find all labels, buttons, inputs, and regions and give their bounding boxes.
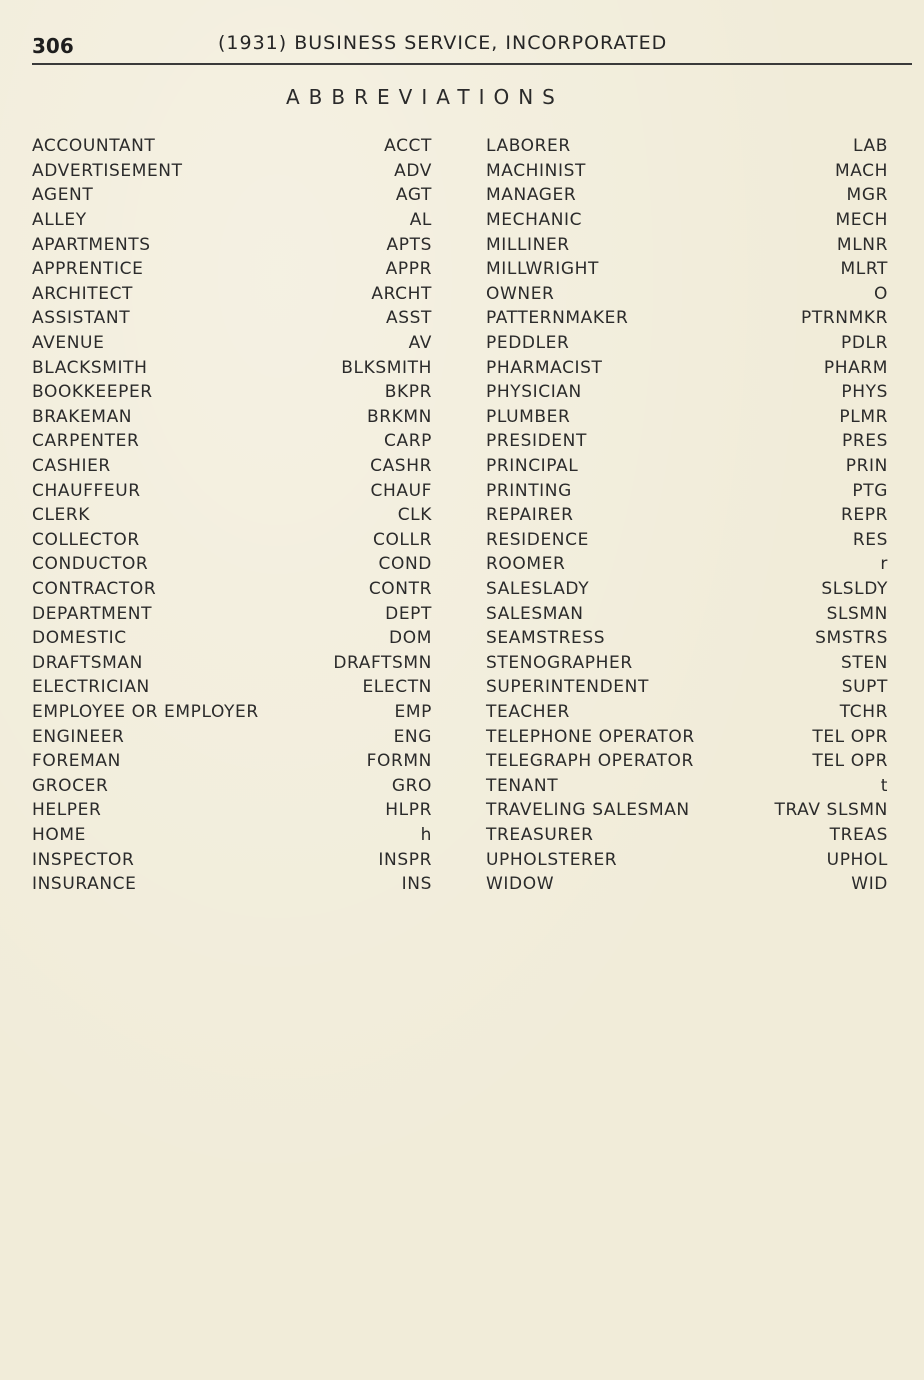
- page-number: 306: [32, 34, 74, 58]
- abbreviation-code: DEPT: [385, 603, 432, 624]
- abbreviation-row: [486, 454, 888, 479]
- abbreviation-code: PLMR: [839, 406, 888, 427]
- abbreviation-row: [32, 454, 432, 479]
- abbreviation-term: PEDDLER: [486, 333, 570, 354]
- abbreviation-code: EMP: [394, 701, 432, 722]
- abbreviation-row: [32, 183, 432, 208]
- abbreviation-row: [32, 528, 432, 553]
- abbreviation-code: SLSLDY: [821, 578, 888, 599]
- abbreviation-row: [486, 700, 888, 725]
- abbreviation-term: SEAMSTRESS: [486, 628, 606, 649]
- abbreviation-row: [486, 355, 888, 380]
- abbreviation-code: REPR: [840, 505, 888, 526]
- abbreviation-row: [32, 331, 432, 356]
- abbreviation-row: [32, 847, 432, 872]
- abbreviation-code: PHYS: [841, 382, 888, 403]
- abbreviation-code: TREAS: [829, 824, 888, 845]
- running-head: (1931) BUSINESS SERVICE, INCORPORATED: [218, 32, 668, 54]
- abbreviation-term: CONTRACTOR: [32, 578, 157, 599]
- abbreviation-code: h: [420, 824, 432, 845]
- abbreviation-term: TEACHER: [486, 701, 570, 722]
- abbreviation-row: [32, 208, 432, 233]
- abbreviation-row: [32, 405, 432, 430]
- page-header: [32, 30, 912, 60]
- abbreviation-term: PRINCIPAL: [486, 456, 579, 477]
- abbreviation-row: [486, 650, 888, 675]
- abbreviation-code: APTS: [386, 234, 432, 255]
- abbreviation-code: ELECTN: [362, 677, 432, 698]
- abbreviation-term: GROCER: [32, 775, 109, 796]
- abbreviation-term: MILLWRIGHT: [486, 259, 600, 280]
- abbreviation-row: [486, 847, 888, 872]
- abbreviation-row: [486, 798, 888, 823]
- abbreviation-row: [32, 675, 432, 700]
- abbreviation-term: CONDUCTOR: [32, 554, 149, 575]
- abbreviation-code: PDLR: [840, 333, 888, 354]
- abbreviation-term: ASSISTANT: [32, 308, 131, 329]
- abbreviation-code: COND: [378, 554, 432, 575]
- abbreviation-row: [486, 773, 888, 798]
- abbreviation-term: APPRENTICE: [32, 259, 144, 280]
- abbreviation-term: ALLEY: [32, 210, 87, 231]
- abbreviation-row: [486, 331, 888, 356]
- abbreviation-code: O: [874, 283, 888, 304]
- abbreviation-term: TENANT: [486, 775, 559, 796]
- abbreviation-code: TEL OPR: [812, 751, 888, 772]
- abbreviation-row: [32, 798, 432, 823]
- abbreviation-term: PHYSICIAN: [486, 382, 582, 403]
- abbreviation-term: ROOMER: [486, 554, 566, 575]
- abbreviation-term: BRAKEMAN: [32, 406, 133, 427]
- abbreviation-term: PATTERNMAKER: [486, 308, 629, 329]
- abbreviation-code: RES: [852, 529, 888, 550]
- abbreviation-code: PRES: [842, 431, 888, 452]
- abbreviation-code: SLSMN: [826, 603, 888, 624]
- abbreviation-term: MECHANIC: [486, 210, 583, 231]
- abbreviation-term: TELEGRAPH OPERATOR: [486, 751, 694, 772]
- abbreviation-code: DOM: [389, 628, 432, 649]
- abbreviation-term: ENGINEER: [32, 726, 125, 747]
- abbreviation-row: [486, 159, 888, 184]
- abbreviation-code: FORMN: [366, 751, 432, 772]
- abbreviation-row: [32, 773, 432, 798]
- abbreviation-code: DRAFTSMN: [333, 652, 432, 673]
- abbreviation-row: [486, 134, 888, 159]
- abbreviation-code: ARCHT: [371, 283, 432, 304]
- abbreviation-term: DOMESTIC: [32, 628, 127, 649]
- abbreviation-code: MGR: [846, 185, 888, 206]
- abbreviations-left-column: [32, 134, 432, 896]
- abbreviation-code: PRIN: [845, 456, 888, 477]
- abbreviation-term: BLACKSMITH: [32, 357, 148, 378]
- abbreviation-code: ADV: [394, 160, 432, 181]
- abbreviation-row: [486, 823, 888, 848]
- abbreviation-row: [32, 232, 432, 257]
- abbreviation-term: STENOGRAPHER: [486, 652, 633, 673]
- abbreviation-row: [32, 282, 432, 307]
- abbreviation-code: MLNR: [836, 234, 888, 255]
- abbreviation-row: [32, 503, 432, 528]
- abbreviation-term: CHAUFFEUR: [32, 480, 141, 501]
- abbreviation-term: SUPERINTENDENT: [486, 677, 649, 698]
- abbreviation-term: HELPER: [32, 800, 102, 821]
- abbreviation-code: SMSTRS: [815, 628, 888, 649]
- abbreviation-term: MACHINIST: [486, 160, 586, 181]
- abbreviation-code: CLK: [397, 505, 432, 526]
- abbreviation-code: PTG: [852, 480, 888, 501]
- abbreviation-term: INSURANCE: [32, 874, 137, 895]
- abbreviation-term: CARPENTER: [32, 431, 140, 452]
- abbreviation-term: PRINTING: [486, 480, 572, 501]
- section-title: ABBREVIATIONS: [286, 85, 564, 109]
- abbreviation-term: MILLINER: [486, 234, 570, 255]
- abbreviation-term: SALESMAN: [486, 603, 584, 624]
- abbreviation-code: ENG: [393, 726, 432, 747]
- abbreviation-row: [32, 823, 432, 848]
- abbreviation-term: AVENUE: [32, 333, 105, 354]
- abbreviation-code: CARP: [384, 431, 432, 452]
- abbreviation-term: CASHIER: [32, 456, 111, 477]
- abbreviation-code: AV: [408, 333, 432, 354]
- abbreviation-code: CONTR: [368, 578, 432, 599]
- abbreviation-row: [486, 675, 888, 700]
- abbreviation-row: [32, 601, 432, 626]
- abbreviation-code: BKPR: [384, 382, 432, 403]
- abbreviation-code: r: [880, 554, 888, 575]
- abbreviation-row: [486, 306, 888, 331]
- abbreviation-term: MANAGER: [486, 185, 577, 206]
- abbreviation-term: REPAIRER: [486, 505, 574, 526]
- abbreviation-code: PTRNMKR: [801, 308, 888, 329]
- abbreviation-term: COLLECTOR: [32, 529, 140, 550]
- abbreviation-code: ACCT: [384, 136, 432, 157]
- abbreviation-code: MLRT: [840, 259, 888, 280]
- abbreviation-term: ACCOUNTANT: [32, 136, 156, 157]
- abbreviation-term: DRAFTSMAN: [32, 652, 143, 673]
- abbreviation-term: LABORER: [486, 136, 571, 157]
- abbreviation-term: TELEPHONE OPERATOR: [486, 726, 695, 747]
- abbreviation-row: [32, 159, 432, 184]
- abbreviation-term: PLUMBER: [486, 406, 571, 427]
- abbreviation-term: ARCHITECT: [32, 283, 134, 304]
- abbreviation-code: APPR: [385, 259, 432, 280]
- abbreviation-row: [486, 503, 888, 528]
- abbreviation-row: [486, 552, 888, 577]
- abbreviation-code: CHAUF: [370, 480, 432, 501]
- header-rule: [32, 63, 912, 65]
- abbreviation-code: UPHOL: [826, 849, 888, 870]
- abbreviation-code: GRO: [391, 775, 432, 796]
- abbreviation-term: PRESIDENT: [486, 431, 587, 452]
- abbreviation-row: [32, 724, 432, 749]
- abbreviation-row: [32, 626, 432, 651]
- abbreviation-row: [486, 577, 888, 602]
- abbreviation-row: [486, 528, 888, 553]
- abbreviation-row: [32, 257, 432, 282]
- abbreviation-row: [486, 380, 888, 405]
- abbreviation-code: AGT: [395, 185, 432, 206]
- abbreviation-term: ELECTRICIAN: [32, 677, 150, 698]
- abbreviation-code: TEL OPR: [812, 726, 888, 747]
- abbreviation-term: TREASURER: [486, 824, 594, 845]
- abbreviation-row: [486, 872, 888, 897]
- abbreviation-code: MACH: [834, 160, 888, 181]
- abbreviation-term: AGENT: [32, 185, 94, 206]
- abbreviation-code: COLLR: [372, 529, 432, 550]
- abbreviations-right-column: [486, 134, 888, 896]
- abbreviation-term: FOREMAN: [32, 751, 121, 772]
- abbreviation-code: INSPR: [378, 849, 432, 870]
- abbreviation-term: HOME: [32, 824, 86, 845]
- abbreviation-code: CASHR: [370, 456, 432, 477]
- abbreviation-term: INSPECTOR: [32, 849, 135, 870]
- abbreviation-term: SALESLADY: [486, 578, 590, 599]
- abbreviation-term: ADVERTISEMENT: [32, 160, 183, 181]
- abbreviation-term: EMPLOYEE OR EMPLOYER: [32, 701, 259, 722]
- abbreviation-term: UPHOLSTERER: [486, 849, 618, 870]
- abbreviation-row: [32, 306, 432, 331]
- abbreviation-code: INS: [401, 874, 432, 895]
- abbreviation-row: [486, 208, 888, 233]
- abbreviation-row: [32, 552, 432, 577]
- abbreviation-row: [32, 577, 432, 602]
- abbreviation-row: [486, 601, 888, 626]
- abbreviation-row: [32, 478, 432, 503]
- abbreviation-row: [32, 429, 432, 454]
- abbreviation-code: LAB: [853, 136, 888, 157]
- abbreviation-code: PHARM: [823, 357, 888, 378]
- abbreviation-term: WIDOW: [486, 874, 555, 895]
- abbreviation-row: [32, 872, 432, 897]
- abbreviation-code: t: [880, 775, 888, 796]
- abbreviation-row: [486, 405, 888, 430]
- abbreviation-row: [32, 749, 432, 774]
- abbreviation-code: SUPT: [841, 677, 888, 698]
- abbreviation-row: [486, 282, 888, 307]
- abbreviation-code: MECH: [835, 210, 888, 231]
- abbreviation-term: OWNER: [486, 283, 555, 304]
- abbreviation-row: [486, 257, 888, 282]
- abbreviation-row: [486, 429, 888, 454]
- abbreviation-row: [486, 749, 888, 774]
- abbreviation-term: RESIDENCE: [486, 529, 589, 550]
- abbreviation-code: HLPR: [385, 800, 432, 821]
- abbreviation-row: [32, 700, 432, 725]
- abbreviation-row: [486, 478, 888, 503]
- abbreviation-row: [486, 724, 888, 749]
- abbreviation-row: [486, 626, 888, 651]
- abbreviation-code: STEN: [840, 652, 888, 673]
- abbreviation-term: PHARMACIST: [486, 357, 603, 378]
- abbreviation-term: CLERK: [32, 505, 91, 526]
- abbreviation-row: [32, 650, 432, 675]
- abbreviation-code: BRKMN: [366, 406, 432, 427]
- abbreviation-row: [32, 355, 432, 380]
- abbreviation-code: TCHR: [839, 701, 888, 722]
- abbreviation-row: [32, 134, 432, 159]
- abbreviation-code: AL: [409, 210, 432, 231]
- abbreviation-row: [486, 183, 888, 208]
- abbreviation-term: TRAVELING SALESMAN: [486, 800, 690, 821]
- abbreviation-term: APARTMENTS: [32, 234, 151, 255]
- abbreviation-row: [486, 232, 888, 257]
- abbreviation-code: TRAV SLSMN: [774, 800, 888, 821]
- abbreviation-row: [32, 380, 432, 405]
- abbreviation-term: DEPARTMENT: [32, 603, 153, 624]
- abbreviation-code: WID: [851, 874, 888, 895]
- abbreviation-term: BOOKKEEPER: [32, 382, 153, 403]
- abbreviation-code: ASST: [386, 308, 432, 329]
- abbreviation-code: BLKSMITH: [341, 357, 432, 378]
